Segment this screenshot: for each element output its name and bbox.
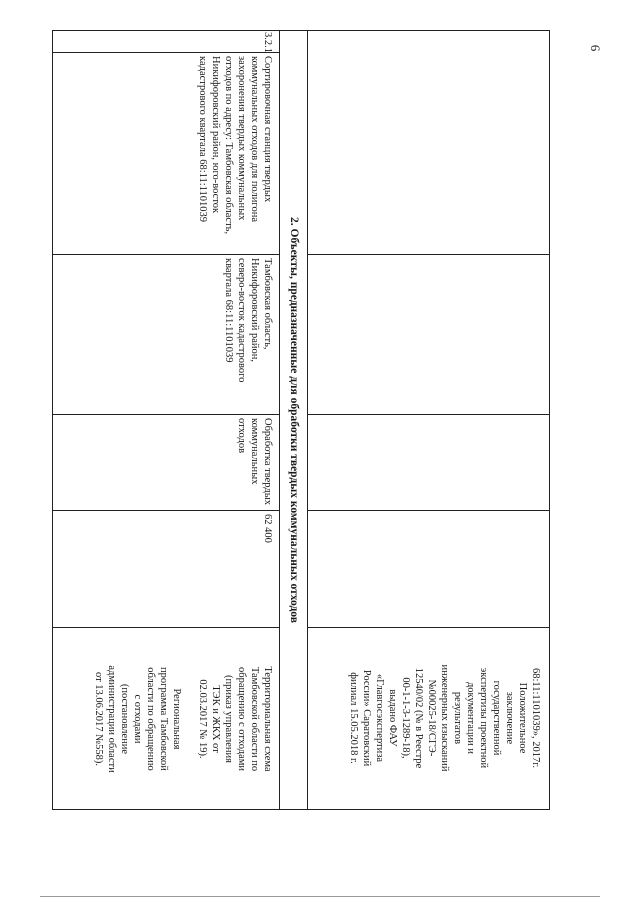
documents-cell: Территориальная схема Тамбовской области по обращению с отходами (приказ управления ТЭК и ЖКХ от 02.03.2017 № 19). Региональная программа Тамбовской области по обращению с отходами (постановление администрации области от 13.06.2017 №558). (93, 665, 273, 773)
col-sep-capacity-lower (53, 627, 280, 628)
capacity-cell: 62 400 (262, 514, 273, 543)
section-title: 2. Объекты, предназначенные для обработки твердых коммунальных отходов (288, 217, 300, 623)
col-sep-number (53, 52, 280, 53)
rotated-table (50, 30, 550, 810)
object-name-cell: Сортировочная станция твердых коммунальных отходов для полигона захоронения твердых коммунальных отходов по адресу: Тамбовская область, Никифоровский район, юго-восток кадастрового квартала 68:11:1101039 (197, 56, 273, 235)
col-sep-purpose-lower (53, 510, 280, 511)
col-sep-name-lower (53, 254, 280, 255)
table-left-border (53, 30, 550, 31)
col-sep-name (308, 254, 550, 255)
table-bottom-border (52, 30, 53, 810)
page-bottom-rule (40, 896, 600, 897)
purpose-cell: Обработка твердых коммунальных отходов (236, 418, 273, 506)
col-sep-location-lower (53, 414, 280, 415)
table-top-border (549, 30, 550, 810)
row-number: 3.2.1 (262, 32, 273, 53)
location-cell: Тамбовская область, Никифоровский район, северо-восток кадастрового квартала 68:11:1101039 (223, 258, 273, 383)
top-row-document-cell: 68:11:1101039», 2017г. Положительное заключение государственной экспертизы проектной документации и результатов инженерных изысканий №00025-18/СГЭ- 12540/02 (№ в Реестре 00-1-1-3-1289-18), выдано ФАУ «Главгосэкспертиза России» Саратовский филиал 15.05.2018 г. (348, 664, 541, 772)
col-sep-location (308, 414, 550, 415)
col-sep-purpose (308, 510, 550, 511)
section-separator (279, 30, 280, 810)
table-right-border (53, 809, 550, 810)
row-separator-top (307, 30, 308, 810)
page-number: 6 (588, 44, 603, 52)
